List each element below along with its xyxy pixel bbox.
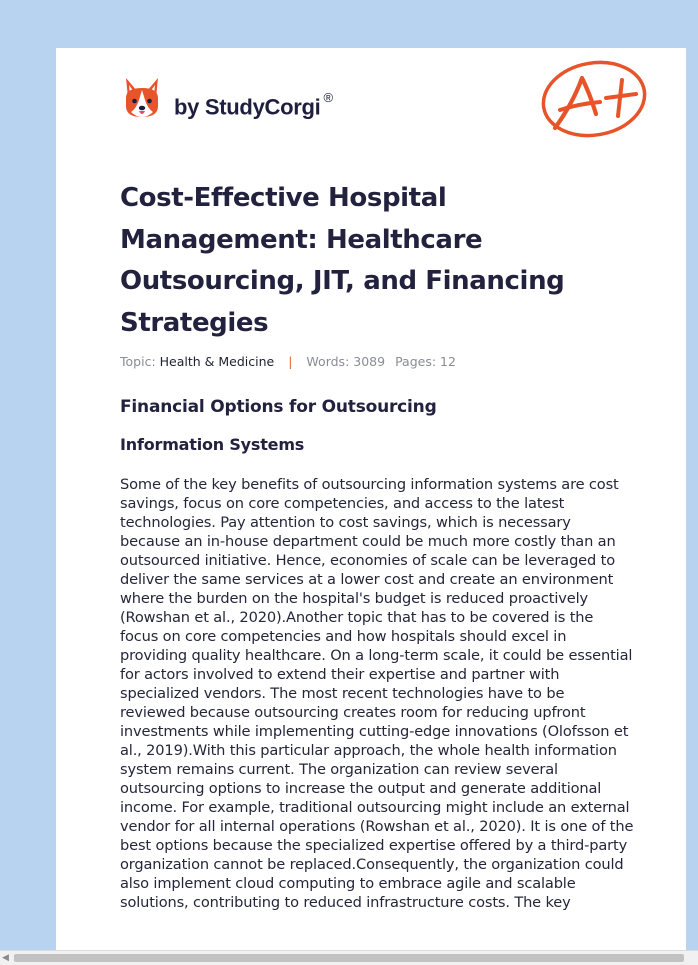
body-paragraph: Some of the key benefits of outsourcing information systems are cost savings, focus on core competencies, and access to the latest technologies. Pay attention to cost savings, which is necessary because an in-house department could be much more costly than an outsourced initiative. Hence, economies of scale can be leveraged to deliver the same services at a lower cost and create an environment where the burden on the hospital's budget is reduced proactively (Rowshan et al., 2020).Another topic that has to be covered is the focus on core competencies and how hospitals should excel in providing quality healthcare. On a long-term scale, it could be essential for actors involved to extend their expertise and partner with specialized vendors. The most recent technologies have to be reviewed because outsourcing creates room for reducing upfront investments while implementing cutting-edge innovations (Olofsson et al., 2019).With this particular approach, the whole health information system remains current. The organization can review several outsourcing options to increase the output and generate additional income. For example, traditional outsourcing might include an external vendor for all internal operations (Rowshan et al., 2020). It is one of the best options because the specialized expertise offered by a third-party organization cannot be replaced.Consequently, the organization could also implement cloud computing to embrace agile and scalable solutions, contributing to reduced infrastructure costs. The key — [120, 476, 634, 911]
a-plus-grade-stamp — [538, 58, 648, 140]
registered-mark: ® — [323, 90, 333, 105]
document-title: Cost-Effective Hospital Management: Healthcare Outsourcing, JIT, and Financing Strategies — [120, 183, 565, 338]
pages-label: Pages: — [395, 354, 437, 369]
topic-label: Topic: — [120, 354, 156, 369]
meta-separator: | — [288, 354, 293, 369]
corgi-logo-icon — [122, 76, 162, 120]
brand-text: by StudyCorgi — [174, 94, 321, 120]
subsection-heading: Information Systems — [120, 435, 305, 454]
brand-name[interactable] — [174, 90, 333, 120]
words-value: 3089 — [353, 354, 386, 369]
words-label: Words: — [306, 354, 350, 369]
topic-value[interactable]: Health & Medicine — [159, 354, 275, 369]
scrollbar-thumb[interactable] — [14, 954, 684, 962]
document-page — [56, 48, 686, 964]
pages-value: 12 — [440, 354, 456, 369]
scroll-left-arrow-icon[interactable]: ◀ — [2, 953, 9, 963]
horizontal-scrollbar[interactable] — [0, 950, 698, 965]
document-meta — [120, 354, 456, 369]
section-heading: Financial Options for Outsourcing — [120, 397, 437, 417]
